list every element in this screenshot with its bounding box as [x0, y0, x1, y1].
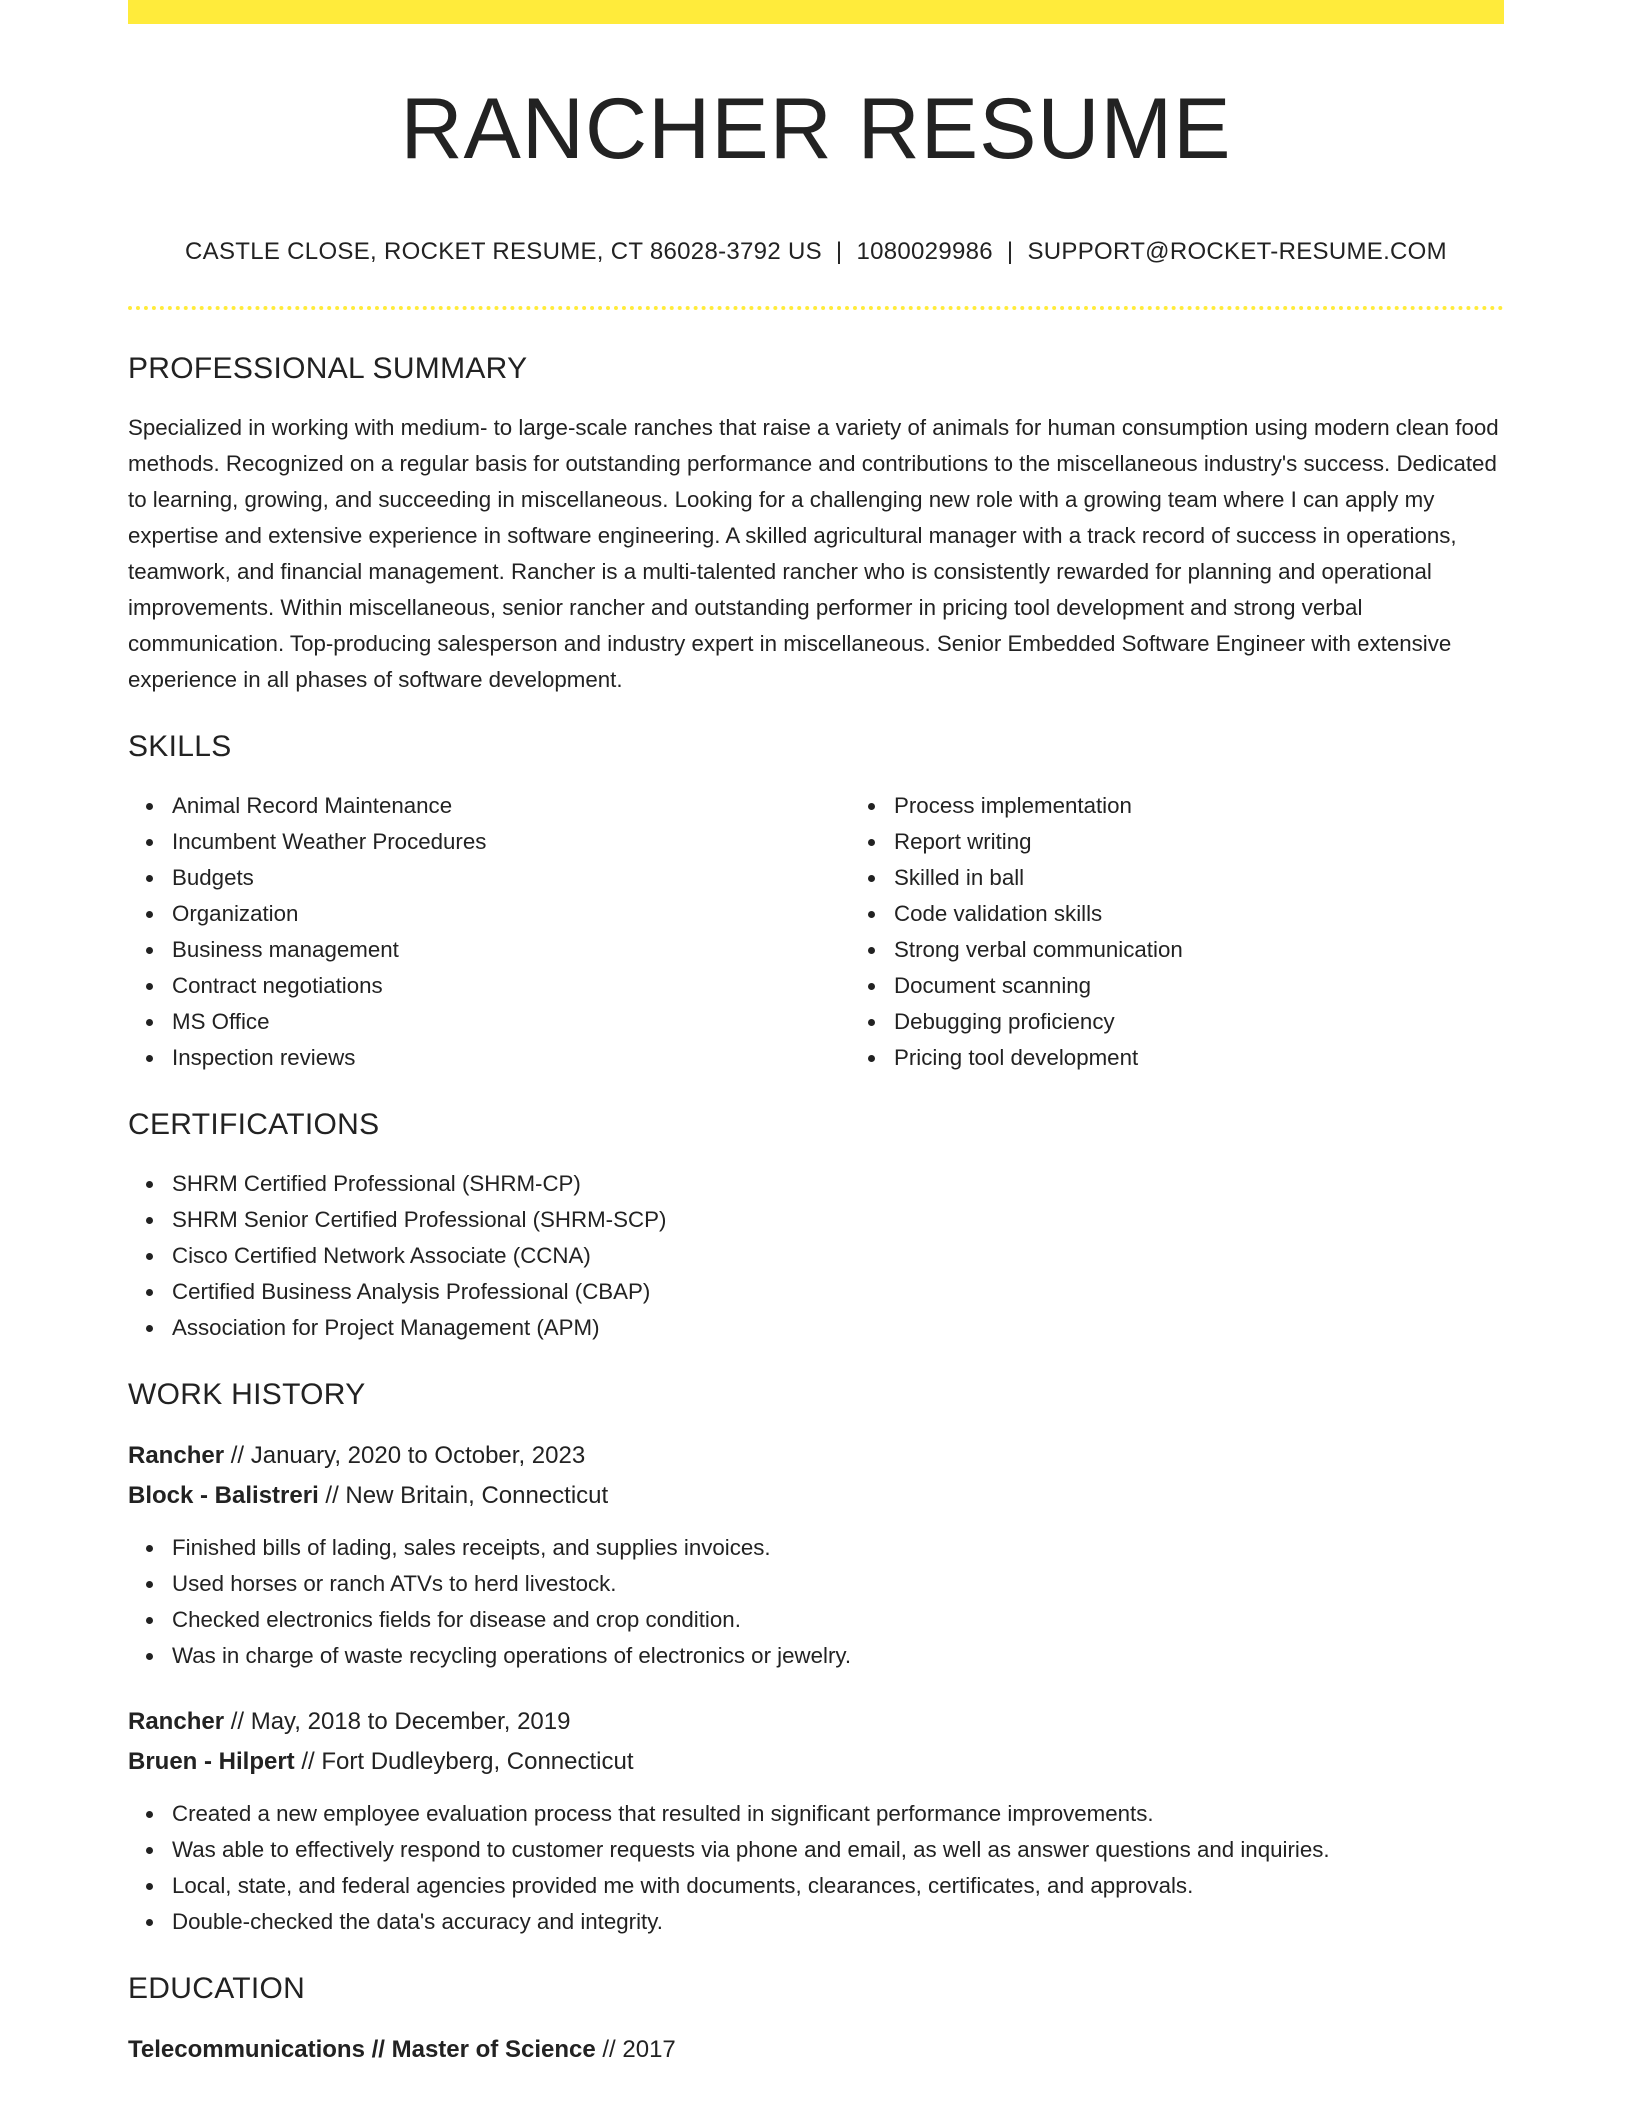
skill-item: Strong verbal communication — [894, 932, 1572, 968]
work-history-section — [128, 1378, 1504, 1940]
summary-heading: PROFESSIONAL SUMMARY — [128, 352, 528, 385]
job-dates: // May, 2018 to December, 2019 — [224, 1708, 571, 1735]
job-title: Rancher — [128, 1442, 225, 1469]
certification-item: SHRM Senior Certified Professional (SHRM-SCP) — [172, 1202, 1504, 1238]
job-header — [128, 1702, 1504, 1782]
dotted-divider — [128, 306, 1504, 310]
contact-separator: | — [1006, 238, 1014, 265]
job-header — [128, 1436, 1504, 1516]
job-title: Rancher — [128, 1708, 225, 1735]
skill-item: MS Office — [172, 1004, 850, 1040]
resume-title: RANCHER RESUME — [400, 81, 1232, 177]
certification-item: Certified Business Analysis Professional (CBAP) — [172, 1274, 1504, 1310]
skills-list-right — [850, 788, 1572, 1076]
summary-text: Specialized in working with medium- to large-scale ranches that raise a variety of animals for human consumption using modern clean food methods. Recognized on a regular basis for outstanding performance and contributions to the miscellaneous industry's success. Dedicated to learning, growing, and succeeding in miscellaneous. Looking for a challenging new role with a growing team where I can apply my expertise and extensive experience in software engineering. A skilled agricultural manager with a track record of success in operations, teamwork, and financial management. Rancher is a multi-talented rancher who is consistently rewarded for planning and operational improvements. Within miscellaneous, senior rancher and outstanding performer in pricing tool development and strong verbal communication. Top-producing salesperson and industry expert in miscellaneous. Senior Embedded Software Engineer with extensive experience in all phases of software development. — [128, 415, 1499, 692]
job-duty: Created a new employee evaluation process that resulted in significant performance improvements. — [172, 1796, 1504, 1832]
certifications-section — [128, 1108, 1504, 1346]
education-section — [128, 1972, 1504, 2070]
skill-item: Budgets — [172, 860, 850, 896]
certifications-heading: CERTIFICATIONS — [128, 1108, 380, 1141]
skill-item: Organization — [172, 896, 850, 932]
resume-body — [128, 352, 1504, 2070]
education-heading: EDUCATION — [128, 1972, 306, 2005]
skill-item: Incumbent Weather Procedures — [172, 824, 850, 860]
job-entry — [128, 1702, 1504, 1940]
contact-email: SUPPORT@ROCKET-RESUME.COM — [1027, 238, 1447, 265]
job-duty: Double-checked the data's accuracy and integrity. — [172, 1904, 1504, 1940]
skill-item: Skilled in ball — [894, 860, 1572, 896]
job-duties-list — [128, 1796, 1504, 1940]
education-year: // 2017 — [595, 2036, 676, 2063]
education-degree: Telecommunications // Master of Science — [128, 2036, 596, 2063]
certification-item: SHRM Certified Professional (SHRM-CP) — [172, 1166, 1504, 1202]
job-duty: Checked electronics fields for disease and crop condition. — [172, 1602, 1504, 1638]
skill-item: Business management — [172, 932, 850, 968]
job-company: Bruen - Hilpert — [128, 1748, 295, 1775]
skill-item: Document scanning — [894, 968, 1572, 1004]
skill-item: Inspection reviews — [172, 1040, 850, 1076]
certifications-list — [128, 1166, 1504, 1346]
job-duty: Local, state, and federal agencies provided me with documents, clearances, certificates, and approvals. — [172, 1868, 1504, 1904]
skill-item: Report writing — [894, 824, 1572, 860]
skill-item: Animal Record Maintenance — [172, 788, 850, 824]
skills-list-left — [128, 788, 850, 1076]
skills-section — [128, 730, 1504, 1076]
contact-phone: 1080029986 — [856, 238, 993, 265]
job-duty: Used horses or ranch ATVs to herd livestock. — [172, 1566, 1504, 1602]
skills-heading: SKILLS — [128, 730, 232, 763]
job-company: Block - Balistreri — [128, 1482, 319, 1509]
accent-top-bar — [128, 0, 1504, 24]
skill-item: Process implementation — [894, 788, 1572, 824]
contact-separator: | — [835, 238, 843, 265]
skill-item: Contract negotiations — [172, 968, 850, 1004]
job-duty: Was in charge of waste recycling operations of electronics or jewelry. — [172, 1638, 1504, 1674]
job-location: // Fort Dudleyberg, Connecticut — [294, 1748, 634, 1775]
job-duties-list — [128, 1530, 1504, 1674]
job-duty: Finished bills of lading, sales receipts, and supplies invoices. — [172, 1530, 1504, 1566]
education-entry — [128, 2030, 1504, 2070]
job-dates: // January, 2020 to October, 2023 — [224, 1442, 586, 1469]
contact-line — [128, 238, 1504, 266]
summary-section — [128, 352, 1504, 698]
skill-item: Code validation skills — [894, 896, 1572, 932]
work-history-heading: WORK HISTORY — [128, 1378, 366, 1411]
job-duty: Was able to effectively respond to customer requests via phone and email, as well as answer questions and inquiries. — [172, 1832, 1504, 1868]
job-entry — [128, 1436, 1504, 1674]
contact-address: CASTLE CLOSE, ROCKET RESUME, CT 86028-3792 US — [185, 238, 822, 265]
skill-item: Pricing tool development — [894, 1040, 1572, 1076]
skill-item: Debugging proficiency — [894, 1004, 1572, 1040]
certification-item: Association for Project Management (APM) — [172, 1310, 1504, 1346]
skills-columns — [128, 788, 1504, 1076]
certification-item: Cisco Certified Network Associate (CCNA) — [172, 1238, 1504, 1274]
job-location: // New Britain, Connecticut — [318, 1482, 609, 1509]
